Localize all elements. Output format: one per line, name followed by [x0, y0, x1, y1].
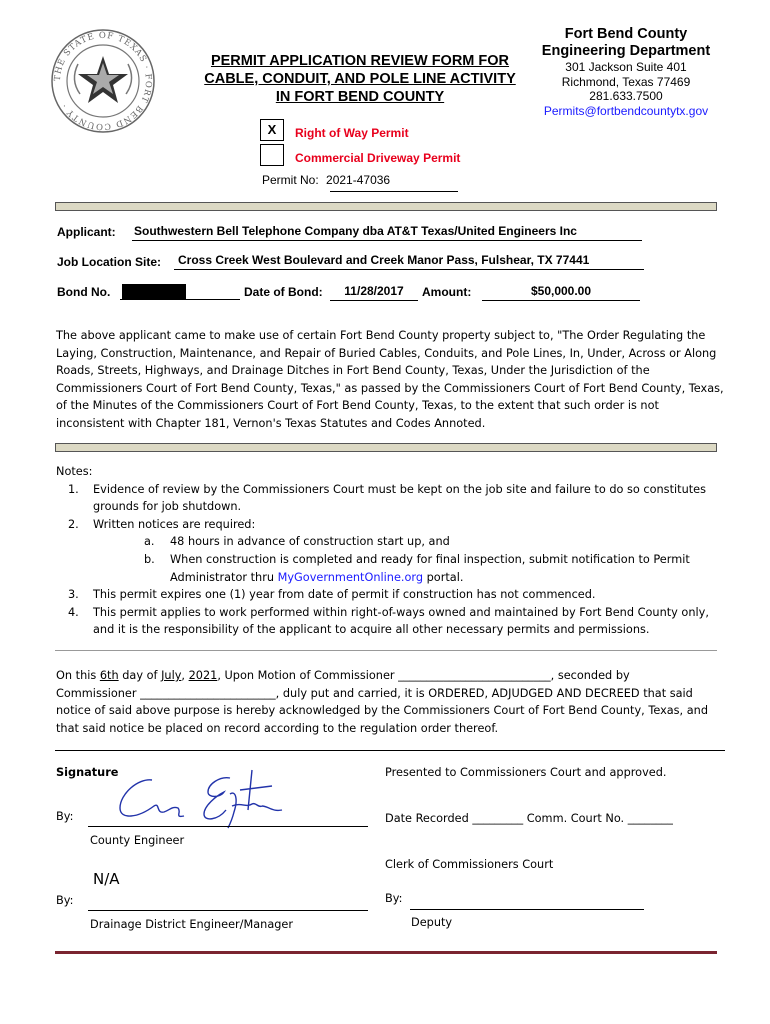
signature-heading: Signature [56, 766, 119, 779]
agency-address-2: Richmond, Texas 77469 [561, 74, 691, 89]
order-text: On this [56, 669, 100, 682]
job-location-value: Cross Creek West Boulevard and Creek Manor Pass, Fulshear, TX 77441 [174, 253, 644, 270]
note-letter: a. [144, 535, 155, 549]
note-text: and it is the responsibility of the applicant to acquire all other necessary permits and permissions. [93, 623, 650, 637]
order-paragraph [56, 667, 736, 737]
form-title-line-1: PERMIT APPLICATION REVIEW FORM FOR [210, 53, 510, 69]
note-1 [56, 481, 736, 516]
order-text: day of [118, 669, 162, 682]
right-of-way-checkbox[interactable]: X [260, 119, 284, 141]
order-text: , Upon Motion of Commissioner ___________________________, seconded by [217, 669, 630, 682]
order-line-2: Commissioner ________________________, duly put and carried, it is ORDERED, ADJUDGED AND DECREED that said [56, 686, 693, 700]
body-line: The above applicant came to make use of certain Fort Bend County property subject to, "The Order Regulating the [56, 329, 706, 342]
note-text: This permit applies to work performed within right-of-ways owned and maintained by Fort Bend County only, [93, 605, 709, 619]
agency-contact-block [532, 26, 720, 118]
note-text: 48 hours in advance of construction start up, and [170, 535, 450, 549]
date-recorded-field: Date Recorded _________ Comm. Court No. ________ [385, 812, 673, 825]
note-text-part: portal. [423, 570, 464, 584]
permit-number-underline [330, 191, 458, 192]
county-engineer-signature-line [88, 826, 368, 827]
bond-amount-value: $50,000.00 [482, 284, 640, 301]
by-label-1: By: [56, 810, 74, 823]
order-line-4: that said notice be placed on record according to the regulation order thereof. [56, 721, 499, 735]
body-line: Laying, Construction, Maintenance, and Repair of Buried Cables, Conduits, and Pole Lines, In, Under, Across or Along [56, 346, 717, 360]
body-line: inconsistent with Chapter 181, Vernon's Texas Statutes and Codes Annoted. [56, 416, 486, 430]
bond-number-redaction [122, 284, 186, 299]
note-4 [56, 604, 736, 639]
county-seal-logo [50, 28, 156, 134]
note-2a [56, 533, 736, 551]
order-year: 2021 [188, 669, 218, 682]
county-engineer-signature-image [112, 766, 288, 830]
presented-approved-text: Presented to Commissioners Court and approved. [385, 766, 667, 779]
body-line: Roads, Streets, Highways, and Drainage Ditches in Fort Bend County, Texas, Under the Jurisdiction of the [56, 364, 650, 378]
note-3 [56, 586, 736, 604]
commercial-driveway-label: Commercial Driveway Permit [295, 151, 461, 165]
notes-bottom-rule [55, 650, 717, 651]
note-text: When construction is completed and ready for final inspection, submit notification to Permit [170, 552, 690, 566]
agency-name-2: Engineering Department [541, 43, 711, 59]
signature-top-rule [55, 750, 725, 751]
county-engineer-label: County Engineer [90, 834, 185, 847]
bottom-rule [55, 951, 717, 954]
drainage-engineer-na-text: N/A [93, 870, 120, 888]
drainage-engineer-signature-line [88, 910, 368, 911]
notes-heading: Notes: [56, 465, 93, 478]
bond-date-label: Date of Bond: [244, 285, 323, 299]
job-location-label: Job Location Site: [57, 255, 162, 269]
svg-text:THE STATE OF TEXAS · FORT BEND: THE STATE OF TEXAS · FORT BEND COUNTY · [52, 30, 154, 132]
bond-number-label: Bond No. [57, 285, 111, 299]
body-line: of the Minutes of the Commissioners Court of Fort Bend County, Texas, to the extent that such order is not [56, 399, 659, 413]
by-label-3: By: [385, 892, 403, 905]
agency-phone: 281.633.7500 [589, 89, 663, 103]
order-line-1 [56, 667, 736, 685]
mygovernmentonline-link[interactable]: MyGovernmentOnline.org [277, 570, 424, 584]
note-number: 4. [68, 605, 79, 619]
agency-name-1: Fort Bend County [564, 26, 688, 42]
permit-number-value: 2021-47036 [326, 173, 391, 187]
note-text: grounds for job shutdown. [93, 500, 242, 514]
applicant-value: Southwestern Bell Telephone Company dba AT&T Texas/United Engineers Inc [132, 224, 642, 241]
note-number: 1. [68, 482, 79, 496]
drainage-engineer-label: Drainage District Engineer/Manager [90, 918, 294, 931]
commercial-driveway-checkbox[interactable] [260, 144, 284, 166]
note-2b [56, 551, 736, 586]
bond-number-field [120, 284, 240, 300]
note-number: 2. [68, 517, 79, 531]
permit-number-label: Permit No: [262, 173, 319, 187]
note-number: 3. [68, 588, 79, 602]
order-text: , [181, 669, 189, 682]
section-divider-bar-1 [55, 202, 717, 211]
deputy-label: Deputy [411, 916, 453, 929]
agency-email-link[interactable]: Permits@fortbendcountytx.gov [543, 103, 709, 118]
order-month: July [161, 669, 182, 682]
agency-address-1: 301 Jackson Suite 401 [565, 60, 687, 74]
note-text: Evidence of review by the Commissioners Court must be kept on the job site and failure to do so constitutes [93, 482, 706, 496]
clerk-signature-line [410, 909, 644, 910]
bond-date-value: 11/28/2017 [330, 284, 418, 301]
note-text: Written notices are required: [93, 517, 256, 531]
form-title-line-3: IN FORT BEND COUNTY [275, 89, 445, 105]
right-of-way-label: Right of Way Permit [295, 126, 409, 140]
note-text [170, 569, 736, 587]
note-text: This permit expires one (1) year from date of permit if construction has not commenced. [93, 588, 596, 602]
body-paragraph [56, 327, 726, 433]
note-letter: b. [144, 552, 155, 566]
note-text-part: Administrator thru [170, 570, 278, 584]
by-label-2: By: [56, 894, 74, 907]
body-line: Commissioners Court of Fort Bend County, Texas," as passed by the Commissioners Court of Fort Bend County, Texas, [56, 381, 724, 395]
order-day: 6th [99, 669, 119, 682]
notes-section [56, 463, 736, 639]
permit-number [262, 173, 390, 187]
order-line-3: notice of said above purpose is hereby acknowledged by the Commissioners Court of Fort Bend County, Texas, and [56, 704, 708, 718]
form-title-line-2: CABLE, CONDUIT, AND POLE LINE ACTIVITY [204, 71, 516, 87]
form-title [186, 52, 534, 106]
section-divider-bar-2 [55, 443, 717, 452]
applicant-label: Applicant: [57, 225, 116, 239]
note-2 [56, 516, 736, 534]
bond-amount-label: Amount: [422, 285, 472, 299]
clerk-label: Clerk of Commissioners Court [385, 858, 554, 871]
